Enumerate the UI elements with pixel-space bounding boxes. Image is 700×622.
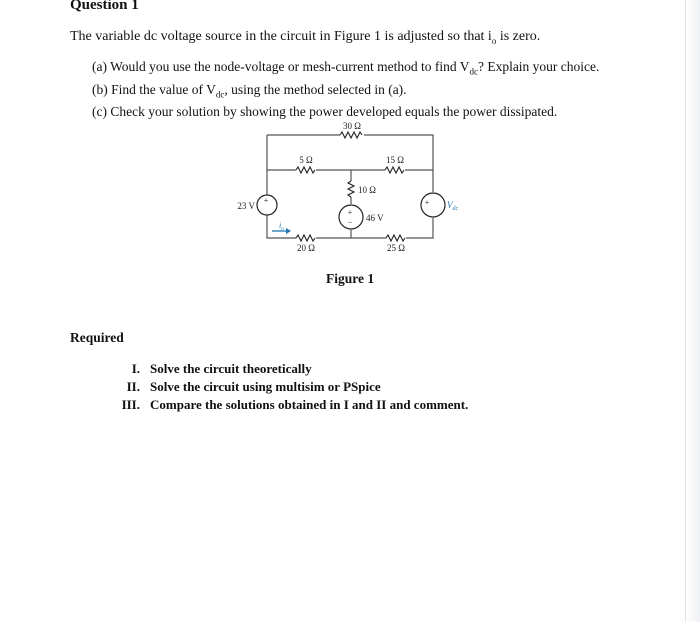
part-c: (c) Check your solution by showing the power developed equals the power dissipated. [92,104,558,120]
current-arrow-head [286,228,291,234]
label-io: $i_o$ [279,221,284,232]
required-item: III. Compare the solutions obtained in I and II and comment. [121,397,469,412]
label-vdc: $V_{dc}$ [447,200,459,212]
required-item: I. Solve the circuit theoretically [131,361,312,376]
resistor-30 [340,132,362,138]
page-edge [685,0,700,622]
label-5-ohm: 5 Ω [299,155,313,165]
required-heading: Required [70,330,124,345]
minus-46v: − [347,218,353,227]
resistor-25 [386,235,405,241]
wire-bottom-right [406,218,433,238]
plus-23v: + [263,196,269,205]
plus-vdc: + [424,198,430,207]
resistor-10 [348,181,354,197]
label-25-ohm: 25 Ω [387,243,405,253]
plus-46v: + [347,208,353,217]
part-a: (a) Would you use the node-voltage or mesh-current method to find $V_{dc}$? Explain your choice. [92,59,600,77]
label-30-ohm: 30 Ω [343,121,361,131]
required-list [108,360,468,414]
figure-caption: Figure 1 [326,271,375,286]
resistor-20 [296,235,315,241]
label-23v: 23 V [237,201,255,211]
label-20-ohm: 20 Ω [297,243,315,253]
required-item: II. Solve the circuit using multisim or PSpice [126,379,381,394]
label-46v: 46 V [366,213,384,223]
question-parts [92,58,599,126]
resistor-5 [296,167,315,173]
circuit-diagram [222,118,482,263]
part-b: (b) Find the value of $V_{dc}$, using the method selected in (a). [92,81,407,100]
intro-text: The variable dc voltage source in the circuit in Figure 1 is adjusted so that $i_o$ is zero. [70,29,541,46]
resistor-15 [385,167,404,173]
question-title: Question 1 [70,0,139,13]
label-10-ohm: 10 Ω [358,185,376,195]
label-15-ohm: 15 Ω [386,155,404,165]
